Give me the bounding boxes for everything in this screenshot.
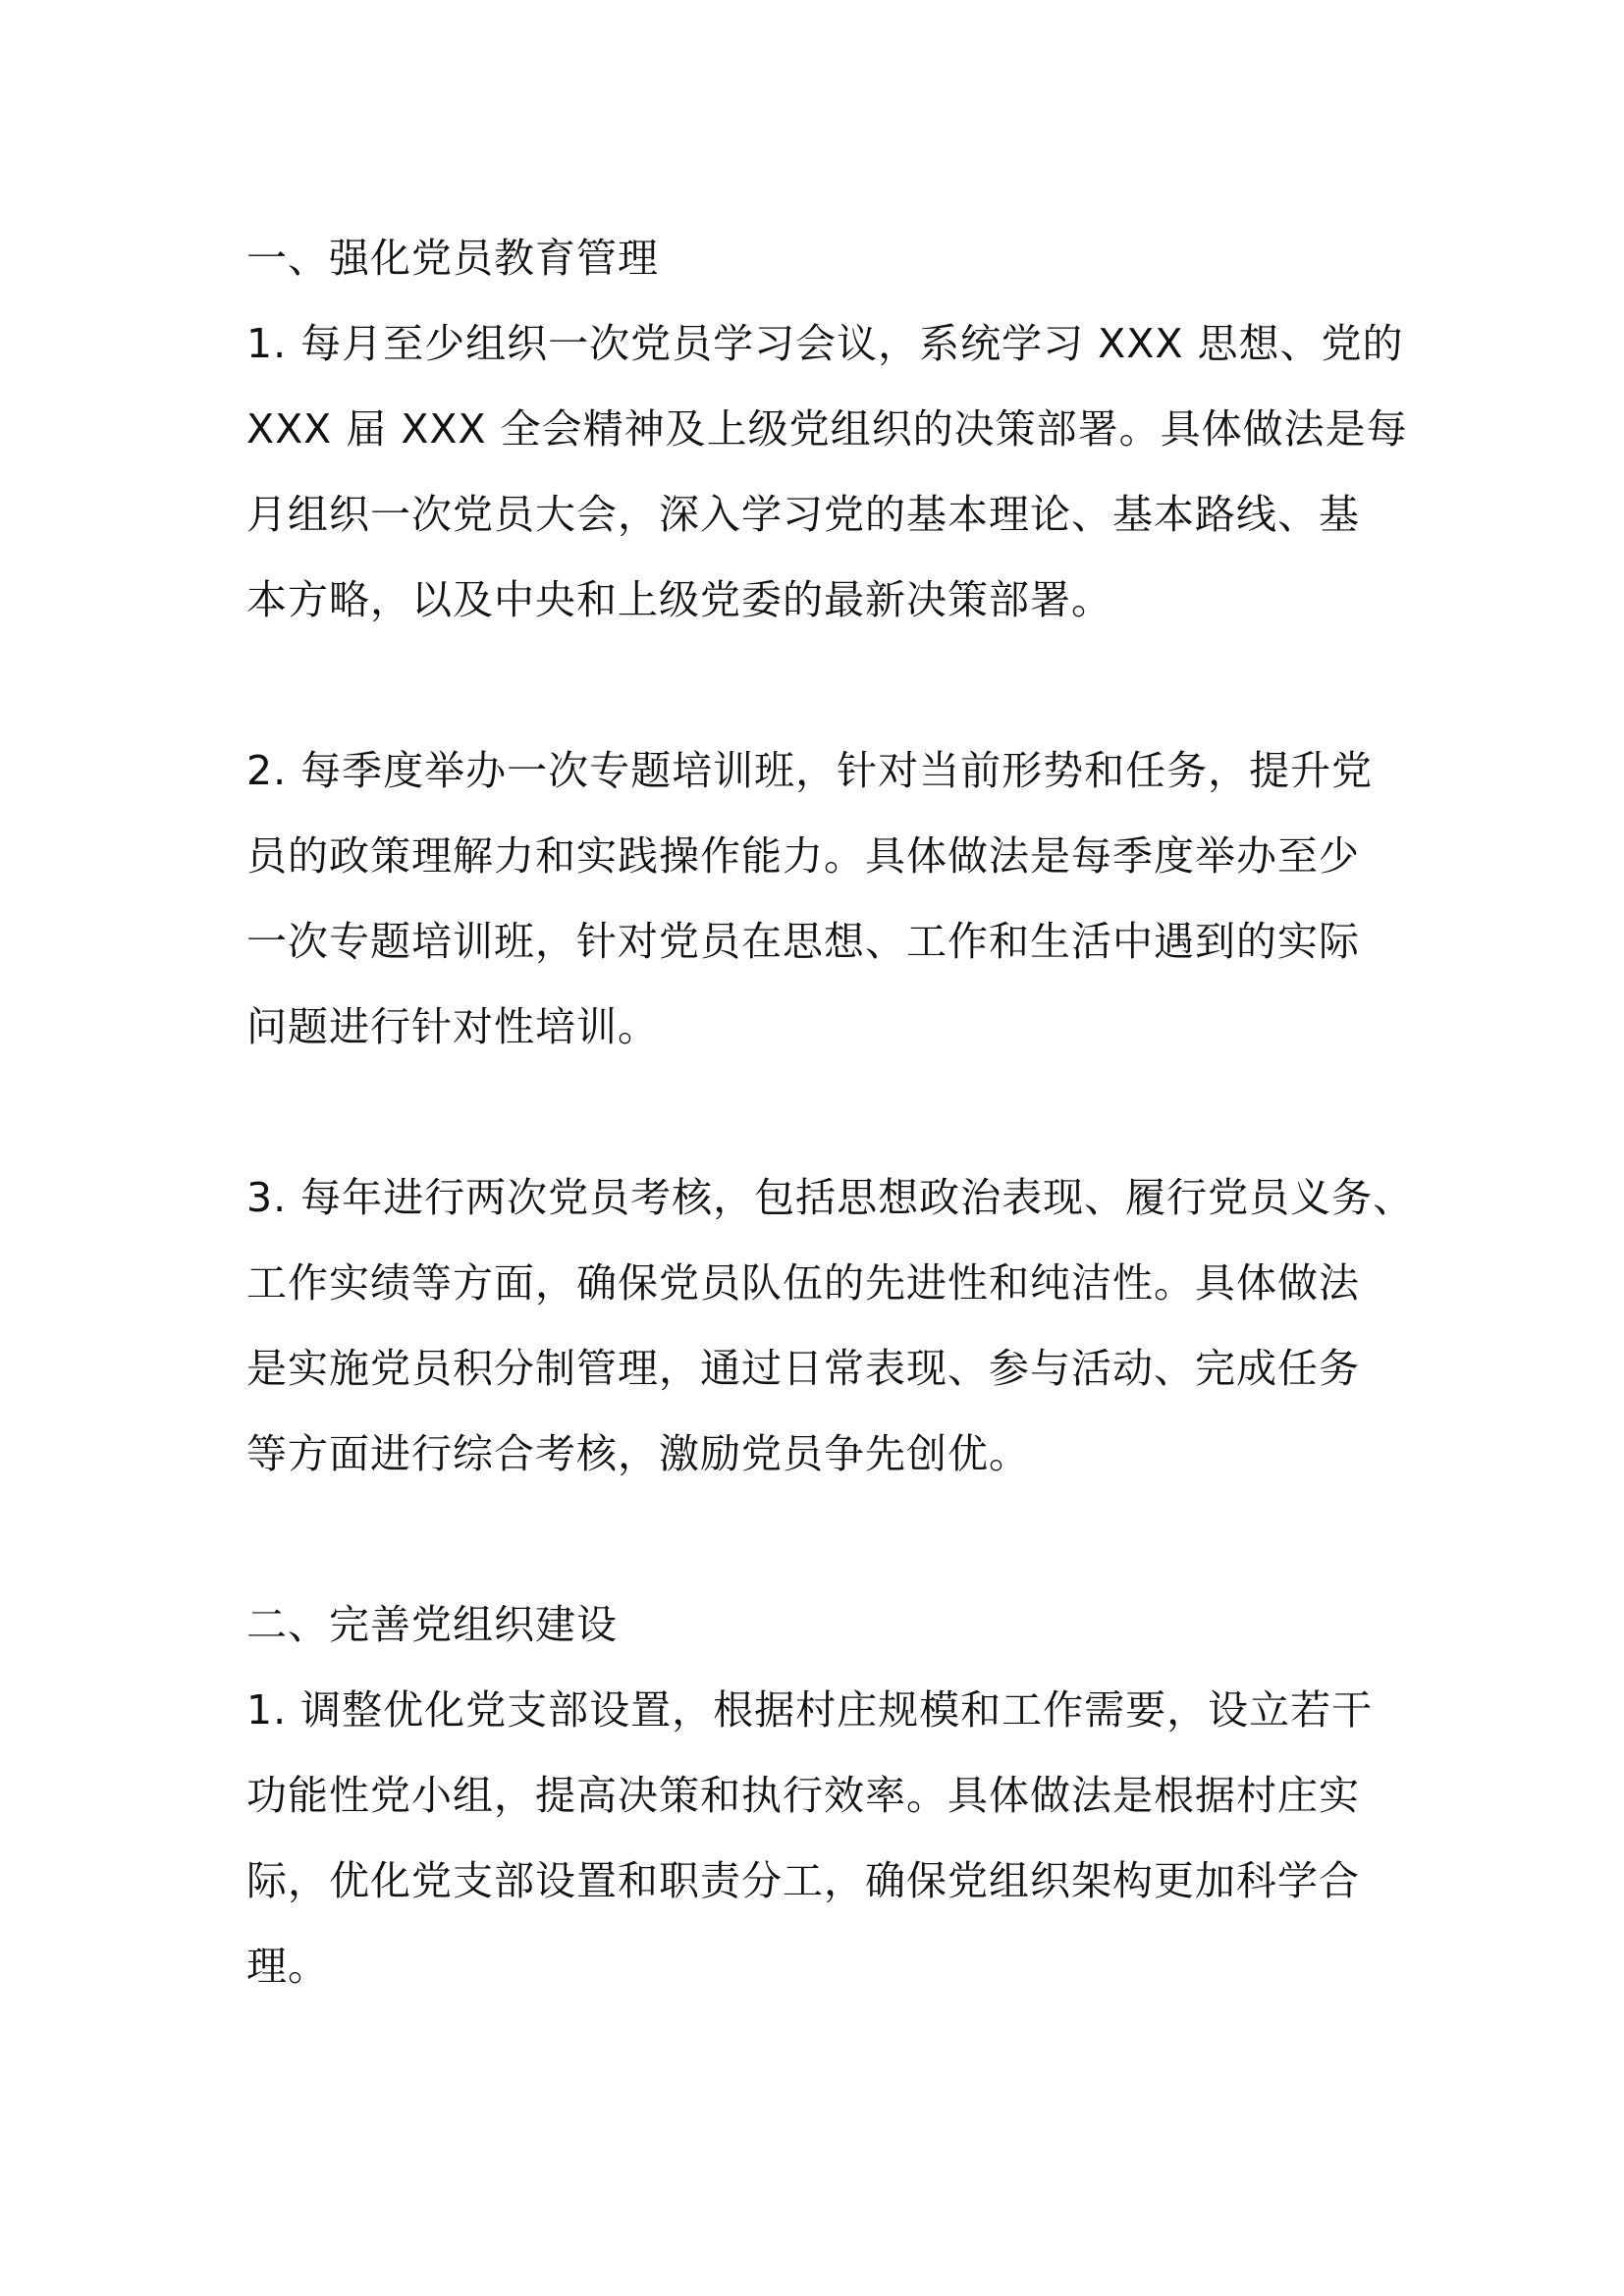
paragraph-line: 是实施党员积分制管理，通过日常表现、参与活动、完成任务 [246,1345,1360,1392]
section-heading-2: 二、完善党组织建设 [246,1601,618,1648]
paragraph-line: 功能性党小组，提高决策和执行效率。具体做法是根据村庄实 [246,1772,1360,1819]
paragraph-line: 1. 调整优化党支部设置，根据村庄规模和工作需要，设立若干 [246,1686,1374,1734]
paragraph-line: XXX 届 XXX 全会精神及上级党组织的决策部署。具体做法是每 [246,405,1408,453]
paragraph-line: 问题进行针对性培训。 [246,1003,659,1050]
paragraph-line: 本方略，以及中央和上级党委的最新决策部署。 [246,576,1112,623]
paragraph-line: 3. 每年进行两次党员考核，包括思想政治表现、履行党员义务、 [246,1174,1415,1221]
paragraph-line: 等方面进行综合考核，激励党员争先创优。 [246,1430,1030,1477]
paragraph-line: 际，优化党支部设置和职责分工，确保党组织架构更加科学合 [246,1857,1360,1904]
paragraph-line: 工作实绩等方面，确保党员队伍的先进性和纯洁性。具体做法 [246,1259,1360,1307]
paragraph-line: 1. 每月至少组织一次党员学习会议，系统学习 XXX 思想、党的 [246,320,1404,367]
section-heading-1: 一、强化党员教育管理 [246,235,659,282]
paragraph-line: 一次专题培训班，针对党员在思想、工作和生活中遇到的实际 [246,918,1360,965]
paragraph-line: 2. 每季度举办一次专题培训班，针对当前形势和任务，提升党 [246,747,1374,794]
paragraph-line: 员的政策理解力和实践操作能力。具体做法是每季度举办至少 [246,832,1360,880]
paragraph-line: 月组织一次党员大会，深入学习党的基本理论、基本路线、基 [246,491,1360,538]
paragraph-line: 理。 [246,1943,329,1990]
